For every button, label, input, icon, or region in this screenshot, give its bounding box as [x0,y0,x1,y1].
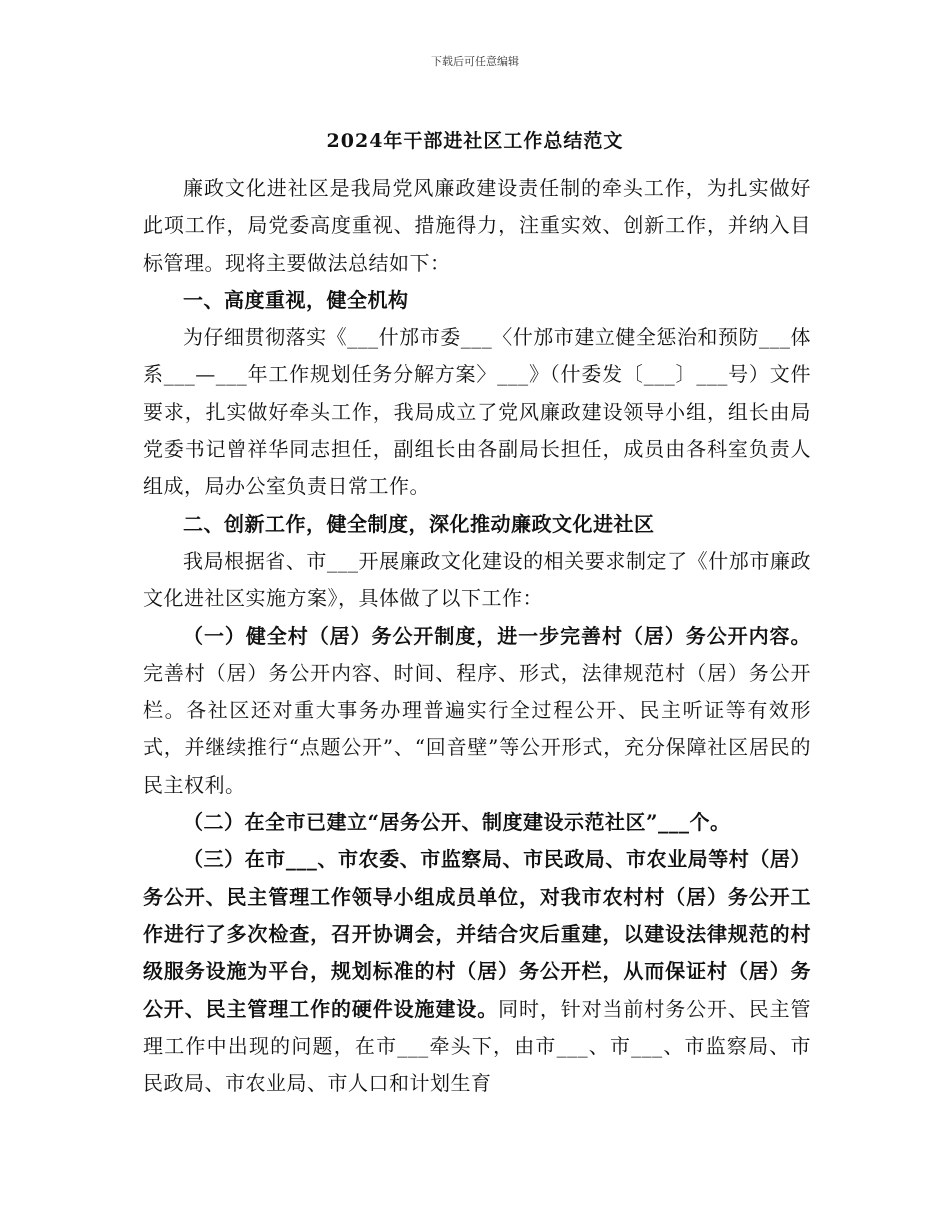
item-3-body: 同时，针对当前村务公开、民主管理工作中出现的问题，在市___牵头下，由市___、市___、市监察局、市民政局、市农业局、市人口和计划生育 [143,996,812,1096]
section-2-paragraph: 我局根据省、市___开展廉政文化建设的相关要求制定了《什邡市廉政文化进社区实施方案》，具体做了以下工作： [143,548,811,611]
item-3-paragraph [143,841,811,1102]
section-2-heading: 二、创新工作，健全制度，深化推动廉政文化进社区 [183,511,655,536]
item-3-lead: （三）在市___、市农委、市监察局、市民政局、市农业局等村（居）务公开、民主管理工作领导小组成员单位，对我市农村村（居）务公开工作进行了多次检查，召开协调会，并结合灾后重建，以建设法律规范的村级服务设施为平台，规划标准的村（居）务公开栏，从而保证村（居）务公开、民主管理工作的硬件设施建设。 [143,847,811,1021]
header-note: 下载后可任意编辑 [431,55,519,68]
document-title: 2024年干部进社区工作总结范文 [326,130,624,152]
item-1-body: 完善村（居）务公开内容、时间、程序、形式，法律规范村（居）务公开栏。各社区还对重大事务办理普遍实行全过程公开、民主听证等有效形式，并继续推行“点题公开”、“回音壁”等公开形式，充分保障社区居民的民主权利。 [143,660,811,797]
intro-paragraph: 廉政文化进社区是我局党风廉政建设责任制的牵头工作，为扎实做好此项工作，局党委高度重视、措施得力，注重实效、创新工作，并纳入目标管理。现将主要做法总结如下： [143,176,811,275]
section-1-heading: 一、高度重视，健全机构 [183,287,409,312]
document-body [143,170,811,1102]
item-1-lead: （一）健全村（居）务公开制度，进一步完善村（居）务公开内容。 [183,623,811,648]
section-1-paragraph: 为仔细贯彻落实《___什邡市委___〈什邡市建立健全惩治和预防___体系___—___年工作规划任务分解方案〉___》（什委发〔___〕___号）文件要求，扎实做好牵头工作，我局成立了党风廉政建设领导小组，组长由局党委书记曾祥华同志担任，副组长由各副局长担任，成员由各科室负责人组成，局办公室负责日常工作。 [143,325,811,499]
item-1-paragraph [143,618,811,804]
item-2-paragraph: （二）在全市已建立“居务公开、制度建设示范社区”___个。 [183,810,731,835]
